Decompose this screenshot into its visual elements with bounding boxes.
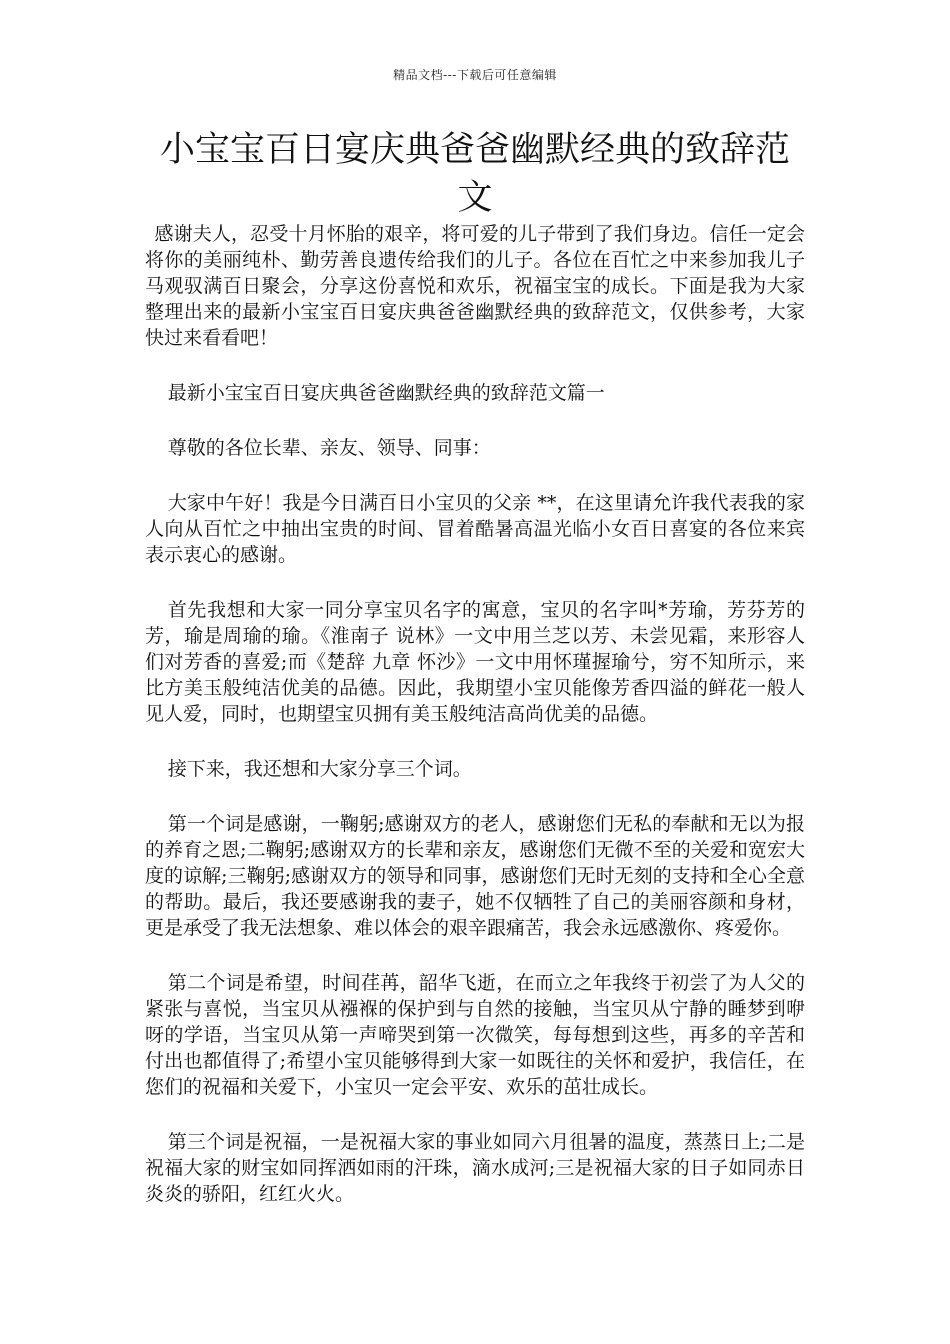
blessing-paragraph: 第三个词是祝福，一是祝福大家的事业如同六月徂暑的温度，蒸蒸日上;二是祝福大家的财宝如同挥洒如雨的汗珠，滴水成河;三是祝福大家的日子如同赤日炎炎的骄阳，红红火火。 xyxy=(145,1131,805,1205)
document-title: 小宝宝百日宴庆典爸爸幽默经典的致辞范文 xyxy=(159,130,790,218)
greeting-paragraph: 大家中午好！我是今日满百日小宝贝的父亲 **，在这里请允许我代表我的家人向从百忙之中抽出宝贵的时间、冒着酷暑高温光临小女百日喜宴的各位来宾表示衷心的感谢。 xyxy=(145,492,805,566)
header-note: 精品文档---下载后可任意编辑 xyxy=(393,68,557,82)
salutation: 尊敬的各位长辈、亲友、领导、同事： xyxy=(167,437,491,459)
three-words-intro: 接下来，我还想和大家分享三个词。 xyxy=(167,758,472,780)
section-heading: 最新小宝宝百日宴庆典爸爸幽默经典的致辞范文篇一 xyxy=(167,382,605,404)
hope-paragraph: 第二个词是希望，时间荏苒，韶华飞逝，在而立之年我终于初尝了为人父的紧张与喜悦，当宝贝从襁褓的保护到与自然的接触，当宝贝从宁静的睡梦到咿呀的学语，当宝贝从第一声啼哭到第一次微笑，每每想到这些，再多的辛苦和付出也都值得了;希望小宝贝能够得到大家一如既往的关怀和爱护，我信任，在您们的祝福和关爱下，小宝贝一定会平安、欢乐的茁壮成长。 xyxy=(145,972,805,1098)
name-meaning-paragraph: 首先我想和大家一同分享宝贝名字的寓意，宝贝的名字叫*芳瑜，芳芬芳的芳，瑜是周瑜的瑜。《淮南子 说林》一文中用兰芝以芳、未尝见霜，来形容人们对芳香的喜爱;而《楚辞 九章 怀沙》一文中用怀瑾握瑜兮，穷不知所示，来比方美玉般纯洁优美的品德。因此，我期望小宝贝能像芳香四溢的鲜花一般人见人爱，同时，也期望宝贝拥有美玉般纯洁高尚优美的品德。 xyxy=(145,599,805,725)
intro-paragraph: 感谢夫人，忍受十月怀胎的艰辛，将可爱的儿子带到了我们身边。信任一定会将你的美丽纯朴、勤劳善良遗传给我们的儿子。各位在百忙之中来参加我儿子马观驭满百日聚会，分享这份喜悦和欢乐，祝福宝宝的成长。下面是我为大家整理出来的最新小宝宝百日宴庆典爸爸幽默经典的致辞范文，仅供参考，大家快过来看看吧！ xyxy=(145,223,805,349)
thanks-paragraph: 第一个词是感谢，一鞠躬;感谢双方的老人，感谢您们无私的奉献和无以为报的养育之恩;二鞠躬;感谢双方的长辈和亲友，感谢您们无微不至的关爱和宽宏大度的谅解;三鞠躬;感谢双方的领导和同事，感谢您们无时无刻的支持和全心全意的帮助。最后，我还要感谢我的妻子，她不仅牺牲了自己的美丽容颜和身材，更是承受了我无法想象、难以体会的艰辛跟痛苦，我会永远感激你、疼爱你。 xyxy=(145,813,805,939)
document-body xyxy=(145,221,805,1236)
